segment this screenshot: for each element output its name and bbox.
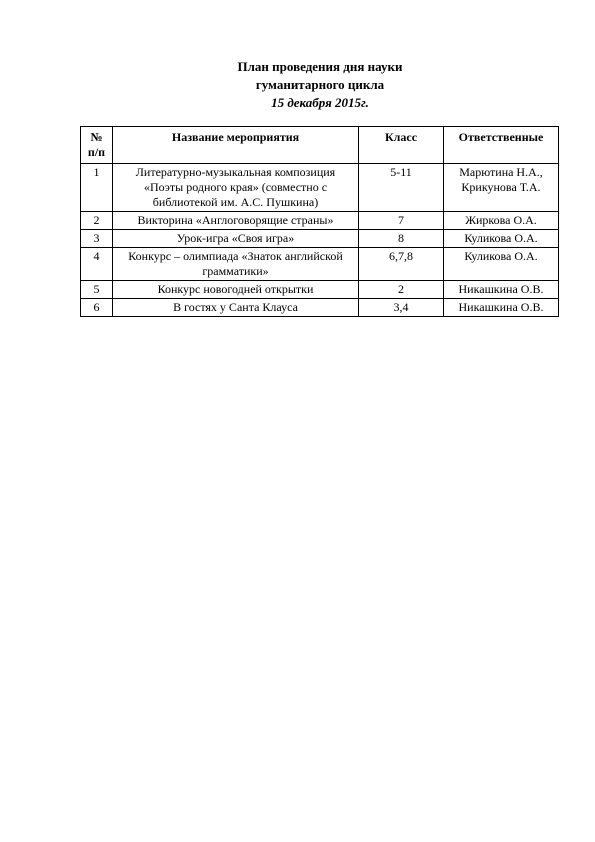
cell-number: 2 (81, 212, 113, 230)
cell-number: 5 (81, 281, 113, 299)
header-title-line1: План проведения дня науки (237, 59, 403, 74)
cell-responsible: Никашкина О.В. (444, 299, 559, 317)
column-header-class: Класс (359, 127, 444, 164)
column-header-event-name: Название мероприятия (113, 127, 359, 164)
cell-event-name: Литературно-музыкальная композиция «Поэты родного края» (совместно с библиотекой им. А.С. Пушкина) (113, 164, 359, 212)
column-header-number: № п/п (81, 127, 113, 164)
table-row (81, 230, 559, 248)
cell-responsible: Куликова О.А. (444, 248, 559, 281)
cell-class: 6,7,8 (359, 248, 444, 281)
cell-class: 8 (359, 230, 444, 248)
header-title-line2: гуманитарного цикла (255, 77, 385, 92)
cell-class: 5-11 (359, 164, 444, 212)
cell-number: 3 (81, 230, 113, 248)
cell-event-name: Конкурс новогодней открытки (113, 281, 359, 299)
cell-event-name: Урок-игра «Своя игра» (113, 230, 359, 248)
cell-event-name: Викторина «Англоговорящие страны» (113, 212, 359, 230)
cell-responsible: Марютина Н.А., Крикунова Т.А. (444, 164, 559, 212)
cell-number: 4 (81, 248, 113, 281)
table-row (81, 248, 559, 281)
document-header (0, 58, 595, 112)
column-header-responsible: Ответственные (444, 127, 559, 164)
header-date: 15 декабря 2015г. (271, 95, 369, 110)
cell-class: 2 (359, 281, 444, 299)
events-table (80, 126, 559, 317)
cell-responsible: Никашкина О.В. (444, 281, 559, 299)
cell-number: 6 (81, 299, 113, 317)
cell-number: 1 (81, 164, 113, 212)
cell-responsible: Жиркова О.А. (444, 212, 559, 230)
table-row (81, 281, 559, 299)
cell-class: 3,4 (359, 299, 444, 317)
cell-event-name: В гостях у Санта Клауса (113, 299, 359, 317)
cell-class: 7 (359, 212, 444, 230)
cell-event-name: Конкурс – олимпиада «Знаток английской грамматики» (113, 248, 359, 281)
cell-responsible: Куликова О.А. (444, 230, 559, 248)
table-header-row (81, 127, 559, 164)
table-row (81, 299, 559, 317)
table-row (81, 164, 559, 212)
table-row (81, 212, 559, 230)
